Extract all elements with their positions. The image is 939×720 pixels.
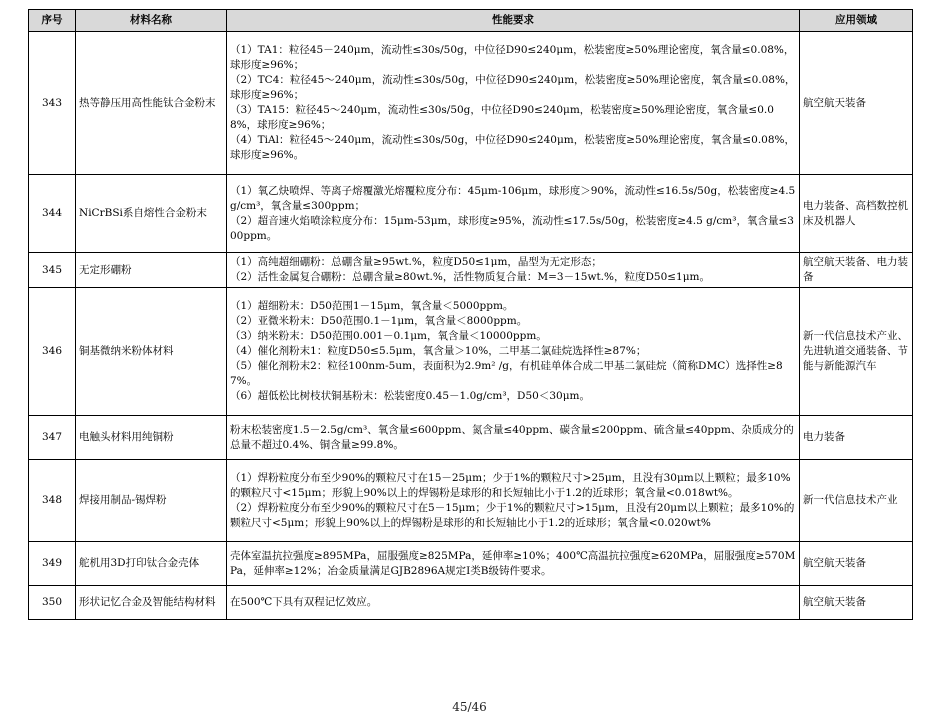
requirement-line: 粉末松装密度1.5－2.5g/cm³、氧含量≤600ppm、氮含量≤40ppm、碳含量≤200ppm、硫含量≤40ppm、杂质成分的总量不超过0.4%、铜含量≥99.8%。 <box>230 423 794 451</box>
row-application-field: 新一代信息技术产业 <box>800 460 913 542</box>
row-serial-number: 344 <box>29 175 76 253</box>
row-requirements <box>227 253 800 288</box>
requirement-line: （4）催化剂粉末1：粒度D50≤5.5μm，氧含量＞10%，二甲基二氯硅烷选择性≥87%； <box>230 345 647 357</box>
row-material-name: 电触头材料用纯铜粉 <box>76 416 227 460</box>
requirement-line: （1）超细粉末：D50范围1－15μm，氧含量＜5000ppm。 <box>230 300 514 312</box>
row-application-field: 电力装备 <box>800 416 913 460</box>
requirement-line: （2）活性金属复合硼粉：总硼含量≥80wt.%，活性物质复合量：M=3－15wt.%，粒度D50≤1μm。 <box>230 271 711 283</box>
row-material-name: 无定形硼粉 <box>76 253 227 288</box>
header-material-name: 材料名称 <box>76 10 227 32</box>
table-row <box>29 416 913 460</box>
row-application-field: 航空航天装备、电力装备 <box>800 253 913 288</box>
row-serial-number: 348 <box>29 460 76 542</box>
row-serial-number: 350 <box>29 586 76 620</box>
row-application-field: 电力装备、高档数控机床及机器人 <box>800 175 913 253</box>
table-header-row <box>29 10 913 32</box>
row-material-name: NiCrBSi系自熔性合金粉末 <box>76 175 227 253</box>
row-material-name: 铜基微纳米粉体材料 <box>76 288 227 416</box>
row-application-field: 航空航天装备 <box>800 32 913 175</box>
row-serial-number: 346 <box>29 288 76 416</box>
row-material-name: 热等静压用高性能钛合金粉末 <box>76 32 227 175</box>
row-requirements <box>227 288 800 416</box>
requirement-line: （2）亚微米粉末：D50范围0.1－1μm，氧含量＜8000ppm。 <box>230 315 528 327</box>
requirement-line: （1）高纯超细硼粉：总硼含量≥95wt.%，粒度D50≤1μm，晶型为无定形态； <box>230 256 602 268</box>
row-requirements <box>227 586 800 620</box>
row-requirements <box>227 32 800 175</box>
requirement-line: 在500℃下具有双程记忆效应。 <box>230 596 378 608</box>
header-application-field: 应用领域 <box>800 10 913 32</box>
materials-spec-table <box>28 9 913 620</box>
table-row <box>29 175 913 253</box>
header-performance-requirements: 性能要求 <box>227 10 800 32</box>
row-material-name: 舵机用3D打印钛合金壳体 <box>76 542 227 586</box>
requirement-line: （1）焊粉粒度分布至少90%的颗粒尺寸在15－25μm；少于1%的颗粒尺寸>25μm，且没有30μm以上颗粒；最多10%的颗粒尺寸<15μm；形貌上90%以上的焊锡粉是球形的和长短轴比小于1.2的近球形；氧含量<0.018wt%。 <box>230 471 791 499</box>
requirement-line: （2）焊粉粒度分布至少90%的颗粒尺寸在5－15μm；少于1%的颗粒尺寸>15μm，且没有20μm以上颗粒；最多10%的颗粒尺寸<5μm；形貌上90%以上的焊锡粉是球形的和长短轴比小于1.2的近球形；氧含量<0.020wt% <box>230 501 795 529</box>
row-application-field: 新一代信息技术产业、先进轨道交通装备、节能与新能源汽车 <box>800 288 913 416</box>
table-row <box>29 586 913 620</box>
row-requirements <box>227 175 800 253</box>
requirement-line: （6）超低松比树枝状铜基粉末：松装密度0.45－1.0g/cm³，D50＜30μm。 <box>230 390 590 402</box>
table-row <box>29 32 913 175</box>
table-row <box>29 460 913 542</box>
row-requirements <box>227 542 800 586</box>
table-row <box>29 288 913 416</box>
requirement-line: 壳体室温抗拉强度≥895MPa，屈服强度≥825MPa，延伸率≥10%；400℃高温抗拉强度≥620MPa，屈服强度≥570MPa，延伸率≥12%；冶金质量满足GJB2896A规定I类B级铸件要求。 <box>230 549 796 577</box>
requirement-line: （3）TA15：粒径45～240μm，流动性≤30s/50g，中位径D90≤240μm，松装密度≥50%理论密度，氧含量≤0.08%，球形度≥96%； <box>230 104 774 131</box>
table-row <box>29 542 913 586</box>
table-row <box>29 253 913 288</box>
requirement-line: （2）超音速火焰喷涂粒度分布：15μm-53μm，球形度≥95%，流动性≤17.5s/50g，松装密度≥4.5 g/cm³，氧含量≤300ppm。 <box>230 214 794 242</box>
requirement-line: （3）纳米粉末：D50范围0.001－0.1μm，氧含量＜10000ppm。 <box>230 330 547 342</box>
row-requirements <box>227 460 800 542</box>
row-application-field: 航空航天装备 <box>800 542 913 586</box>
requirement-line: （1）氧乙炔喷焊、等离子熔覆激光熔覆粒度分布：45μm-106μm，球形度＞90%，流动性≤16.5s/50g，松装密度≥4.5 g/cm³，氧含量≤300ppm； <box>230 184 796 212</box>
requirement-line: （1）TA1：粒径45－240μm，流动性≤30s/50g，中位径D90≤240μm，松装密度≥50%理论密度，氧含量≤0.08%，球形度≥96%； <box>230 44 795 71</box>
page-number: 45/46 <box>452 700 487 714</box>
requirement-line: （4）TiAl：粒径45～240μm，流动性≤30s/50g，中位径D90≤240μm，松装密度≥50%理论密度，氧含量≤0.08%，球形度≥96%。 <box>230 134 796 161</box>
requirement-line: （2）TC4：粒径45～240μm，流动性≤30s/50g，中位径D90≤240μm，松装密度≥50%理论密度，氧含量≤0.08%，球形度≥96%； <box>230 74 796 101</box>
row-material-name: 形状记忆合金及智能结构材料 <box>76 586 227 620</box>
row-serial-number: 347 <box>29 416 76 460</box>
row-material-name: 焊接用制品-锡焊粉 <box>76 460 227 542</box>
row-serial-number: 343 <box>29 32 76 175</box>
row-requirements <box>227 416 800 460</box>
requirement-line: （5）催化剂粉末2：粒径100nm-5um，表面积为2.9m² /g，有机硅单体合成二甲基二氯硅烷（简称DMC）选择性≥87%。 <box>230 360 783 387</box>
row-serial-number: 345 <box>29 253 76 288</box>
header-serial-number: 序号 <box>29 10 76 32</box>
row-application-field: 航空航天装备 <box>800 586 913 620</box>
row-serial-number: 349 <box>29 542 76 586</box>
